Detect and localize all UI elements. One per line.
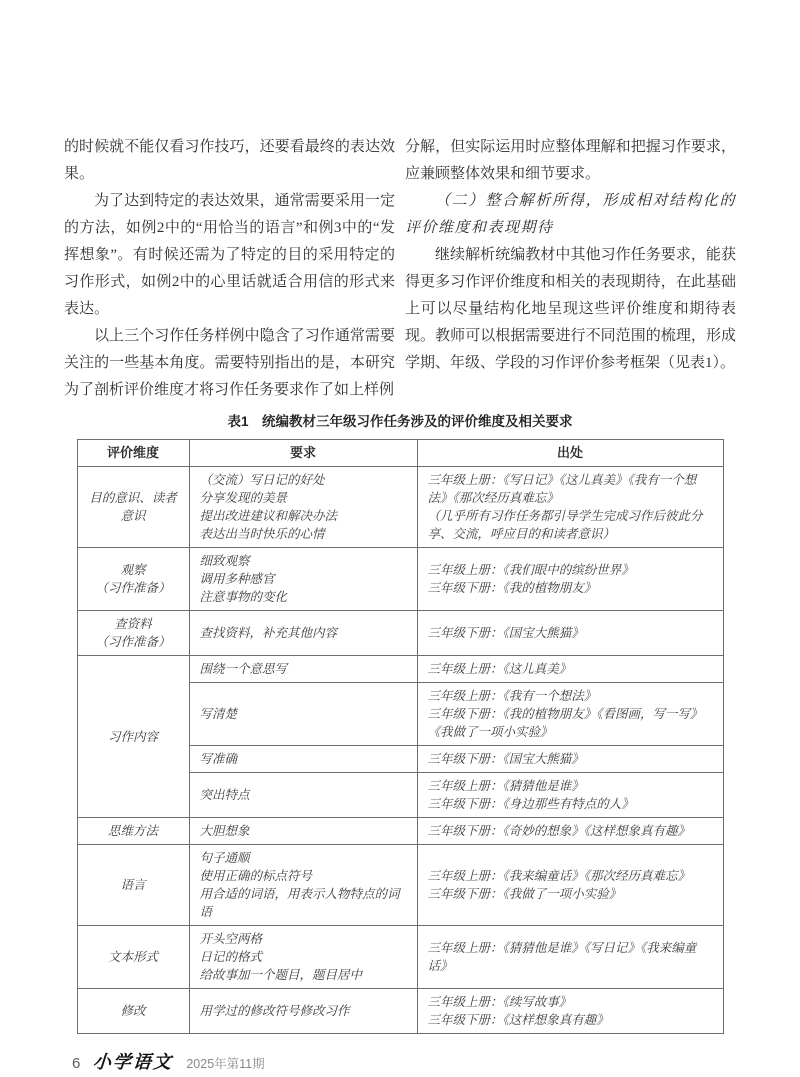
- issue-info: 2025年第11期: [186, 1057, 265, 1071]
- table-row: [77, 467, 723, 548]
- requirement-line: 表达出当时快乐的心情: [199, 527, 325, 541]
- table-row: [77, 611, 723, 656]
- paragraph: 以上三个习作任务样例中隐含了习作通常需要关注的一些基本角度。需要特别指出的是，本研究为了剖析评价维度才将习作任务要求作了如上样例: [64, 328, 395, 398]
- article-body: [64, 134, 736, 404]
- table-header: [77, 440, 723, 467]
- sources-cell: [417, 467, 723, 548]
- table-body: [77, 467, 723, 1034]
- requirement-line: 使用正确的标点符号: [199, 869, 313, 883]
- dimension-cell: [77, 926, 189, 989]
- paragraph-continuation: 分解，但实际运用时应整体理解和把握习作要求，应兼顾整体效果和细节要求。: [405, 139, 736, 182]
- requirements-cell: [189, 656, 417, 683]
- table-row: [77, 548, 723, 611]
- requirements-cell: [189, 746, 417, 773]
- dimension-cell: [77, 989, 189, 1034]
- dimension-cell: [77, 548, 189, 611]
- sources-cell: [417, 773, 723, 818]
- source-line: 三年级下册：《我的植物朋友》《看图画，写一写》《我做了一项小实验》: [427, 707, 703, 739]
- source-line: 三年级下册：《我的植物朋友》: [427, 581, 597, 595]
- source-line: 三年级上册：《我来编童话》《那次经历真难忘》: [427, 869, 691, 883]
- sources-cell: [417, 746, 723, 773]
- table-row: [77, 989, 723, 1034]
- dimension-line: 目的意识、读者意识: [89, 491, 177, 523]
- source-line: 三年级上册：《这儿真美》: [427, 662, 572, 676]
- requirement-line: 注意事物的变化: [199, 590, 288, 604]
- table-row: [77, 926, 723, 989]
- requirement-line: 句子通顺: [199, 851, 250, 865]
- requirement-line: 细致观察: [199, 554, 250, 568]
- dimension-line: （习作准备）: [95, 635, 171, 649]
- source-line: 三年级下册：《国宝大熊猫》: [427, 752, 584, 766]
- requirements-cell: [189, 548, 417, 611]
- dimension-cell: [77, 611, 189, 656]
- requirement-line: 分享发现的美景: [199, 491, 288, 505]
- requirements-cell: [189, 989, 417, 1034]
- requirement-line: 查找资料，补充其他内容: [199, 626, 338, 640]
- sources-cell: [417, 989, 723, 1034]
- column-header: 评价维度: [77, 440, 189, 467]
- column-header: 出处: [417, 440, 723, 467]
- table-header-row: [77, 440, 723, 467]
- page-footer: [72, 1048, 736, 1074]
- requirement-line: 提出改进建议和解决办法: [199, 509, 338, 523]
- requirements-cell: [189, 926, 417, 989]
- sources-cell: [417, 818, 723, 845]
- sources-cell: [417, 845, 723, 926]
- requirement-line: 用合适的词语，用表示人物特点的词语: [199, 887, 400, 919]
- requirements-cell: [189, 611, 417, 656]
- evaluation-dimensions-table: [77, 439, 724, 1034]
- dimension-cell: [77, 845, 189, 926]
- sources-cell: [417, 683, 723, 746]
- requirement-line: 写准确: [199, 752, 238, 766]
- requirement-line: （交流）写日记的好处: [199, 473, 325, 487]
- sources-cell: [417, 926, 723, 989]
- source-line: （几乎所有习作任务都引导学生完成习作后彼此分享、交流，呼应目的和读者意识）: [427, 509, 703, 541]
- dimension-line: 语言: [120, 878, 146, 892]
- source-line: 三年级上册：《写日记》《这儿真美》《我有一个想法》《那次经历真难忘》: [427, 473, 697, 505]
- source-line: 三年级下册：《这样想象真有趣》: [427, 1013, 609, 1027]
- requirements-cell: [189, 845, 417, 926]
- requirements-cell: [189, 683, 417, 746]
- table-title: 表1 统编教材三年级习作任务涉及的评价维度及相关要求: [227, 414, 573, 429]
- requirement-line: 用学过的修改符号修改习作: [199, 1004, 350, 1018]
- sources-cell: [417, 548, 723, 611]
- requirement-line: 围绕一个意思写: [199, 662, 288, 676]
- paragraph: 为了达到特定的表达效果，通常需要采用一定的方法，如例2中的“用恰当的语言”和例3中的“发挥想象”。有时候还需为了特定的目的采用特定的习作形式，如例2中的心里话就适合用信的形式来表达。: [64, 193, 395, 317]
- dimension-line: 习作内容: [107, 729, 158, 744]
- requirement-line: 突出特点: [199, 788, 250, 802]
- dimension-line: 观察: [120, 563, 146, 577]
- source-line: 三年级上册：《续写故事》: [427, 995, 572, 1009]
- sources-cell: [417, 611, 723, 656]
- journal-logo: 小学语文: [92, 1052, 174, 1073]
- requirement-line: 写清楚: [199, 707, 238, 721]
- source-line: 三年级上册：《我们眼中的缤纷世界》: [427, 563, 634, 577]
- paragraph-continuation: 的时候就不能仅看习作技巧，还要看最终的表达效果。: [64, 139, 395, 182]
- requirement-line: 调用多种感官: [199, 572, 275, 586]
- sources-cell: [417, 656, 723, 683]
- dimension-cell: [77, 818, 189, 845]
- section-heading: （二）整合解析所得，形成相对结构化的评价维度和表现期待: [405, 193, 736, 236]
- source-line: 三年级上册：《猜猜他是谁》《写日记》《我来编童话》: [427, 941, 697, 973]
- requirement-line: 开头空两格: [199, 932, 263, 946]
- dimension-cell: [77, 656, 189, 818]
- paragraph: 继续解析统编教材中其他习作任务要求，能获得更多习作评价维度和相关的表现期待，在此基础上可以尽量结构化地呈现这些评价维度和期待表现。教师可以根据需要进行不同范围的梳理，形成学期、年级、学段的习作评价参考框架（见表1）。: [405, 247, 736, 371]
- requirements-cell: [189, 773, 417, 818]
- requirement-line: 给故事加一个题目，题目居中: [199, 968, 363, 982]
- dimension-cell: [77, 467, 189, 548]
- requirements-cell: [189, 467, 417, 548]
- requirement-line: 大胆想象: [199, 824, 250, 838]
- dimension-line: （习作准备）: [95, 581, 171, 595]
- source-line: 三年级上册：《猜猜他是谁》: [427, 779, 584, 793]
- source-line: 三年级下册：《奇妙的想象》《这样想象真有趣》: [427, 824, 691, 838]
- dimension-line: 思维方法: [107, 824, 158, 838]
- dimension-line: 文本形式: [107, 950, 158, 964]
- table-row: [77, 656, 723, 683]
- dimension-line: 修改: [120, 1004, 146, 1018]
- requirements-cell: [189, 818, 417, 845]
- source-line: 三年级上册：《我有一个想法》: [427, 689, 597, 703]
- table-row: [77, 818, 723, 845]
- right-column: [405, 134, 736, 404]
- column-header: 要求: [189, 440, 417, 467]
- left-column: [64, 134, 395, 404]
- source-line: 三年级下册：《我做了一项小实验》: [427, 887, 622, 901]
- page-number: 6: [72, 1055, 81, 1072]
- source-line: 三年级下册：《身边那些有特点的人》: [427, 797, 634, 811]
- requirement-line: 日记的格式: [199, 950, 263, 964]
- source-line: 三年级下册：《国宝大熊猫》: [427, 626, 584, 640]
- dimension-line: 查资料: [114, 617, 152, 631]
- table-row: [77, 845, 723, 926]
